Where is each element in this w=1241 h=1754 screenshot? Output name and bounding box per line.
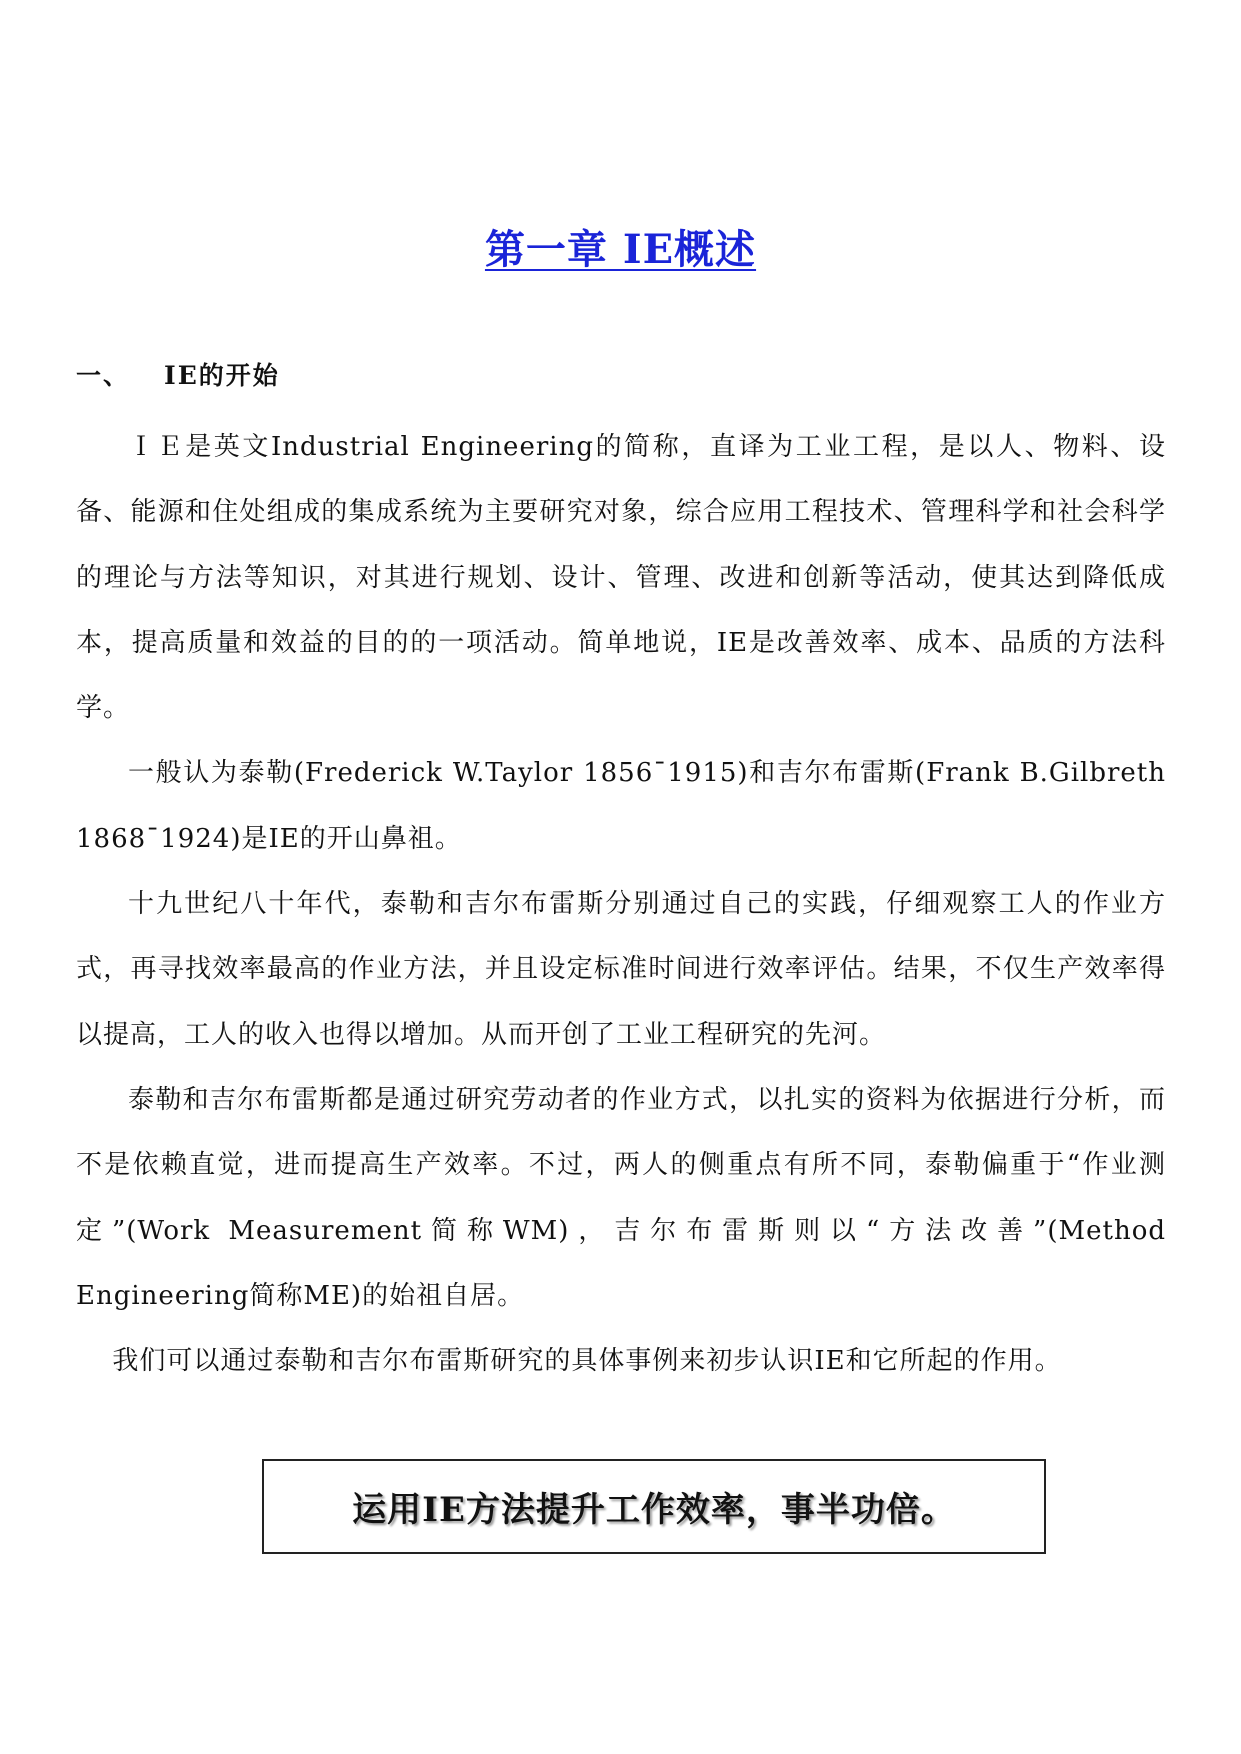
chapter-title: 第一章 IE概述 xyxy=(484,226,757,273)
callout-text: 运用IE方法提升工作效率，事半功倍。 xyxy=(352,1490,956,1530)
paragraph-founders: 一般认为泰勒(Frederick W.Taylor 1856¯1915)和吉尔布雷斯(Frank B.Gilbreth 1868¯1924)是IE的开山鼻祖。 xyxy=(76,758,1166,854)
paragraph-examples: 我们可以通过泰勒和吉尔布雷斯研究的具体事例来初步认识IE和它所起的作用。 xyxy=(112,1346,1062,1377)
body-text xyxy=(76,415,1166,1394)
paragraph-comparison: 泰勒和吉尔布雷斯都是通过研究劳动者的作业方式，以扎实的资料为依据进行分析，而不是依赖直觉，进而提高生产效率。不过，两人的侧重点有所不同，泰勒偏重于“作业测定”(Work Measurement简称WM)，吉尔布雷斯则以“方法改善”(Method Engineering简称ME)的始祖自居。 xyxy=(76,1084,1166,1311)
callout-box xyxy=(262,1459,1046,1554)
paragraph-ie-definition: ＩＥ是英文Industrial Engineering的简称，直译为工业工程，是以人、物料、设备、能源和住处组成的集成系统为主要研究对象，综合应用工程技术、管理科学和社会科学的理论与方法等知识，对其进行规划、设计、管理、改进和创新等活动，使其达到降低成本，提高质量和效益的目的的一项活动。简单地说，IE是改善效率、成本、品质的方法科学。 xyxy=(76,432,1166,724)
section-title: IE的开始 xyxy=(164,361,280,390)
section-number: 一、 xyxy=(76,361,131,390)
paragraph-history: 十九世纪八十年代，泰勒和吉尔布雷斯分别通过自己的实践，仔细观察工人的作业方式，再寻找效率最高的作业方法，并且设定标准时间进行效率评估。结果，不仅生产效率得以提高，工人的收入也得以增加。从而开创了工业工程研究的先河。 xyxy=(76,889,1166,1050)
section-heading xyxy=(76,356,280,392)
